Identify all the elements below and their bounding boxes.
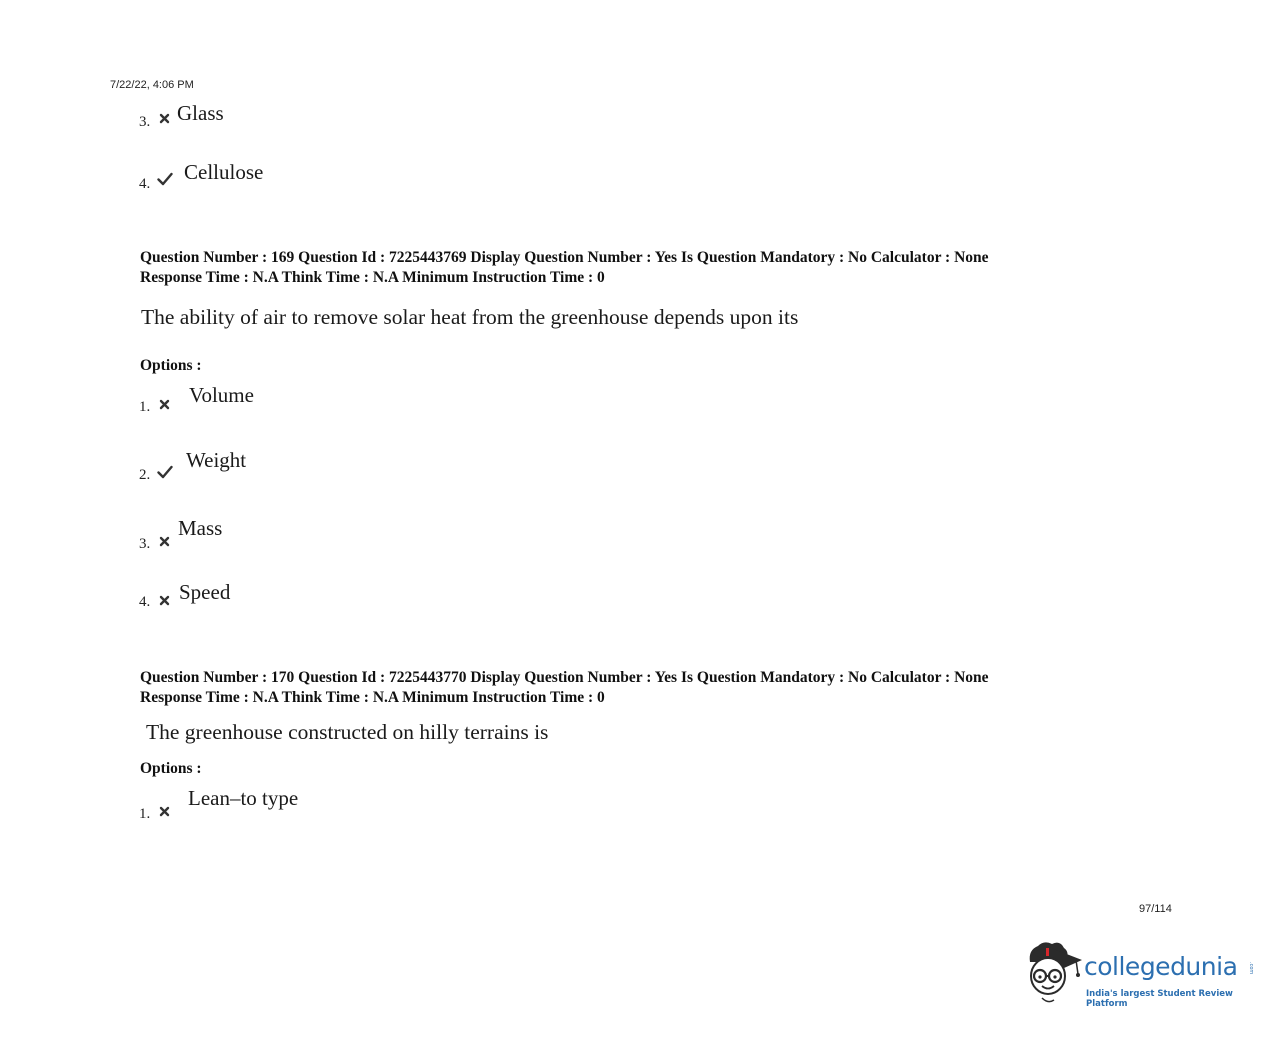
logo-brand-text: collegedunia	[1084, 952, 1238, 981]
option-text: Lean–to type	[188, 786, 299, 810]
student-mascot-icon	[1024, 938, 1082, 1008]
options-label: Options :	[140, 760, 202, 777]
option-text: Weight	[186, 448, 247, 472]
option-row	[139, 175, 150, 193]
question-text: The greenhouse constructed on hilly terrains is	[146, 720, 549, 744]
cross-mark-icon	[159, 113, 173, 127]
option-text: Glass	[177, 101, 224, 125]
cross-mark-icon	[159, 806, 173, 820]
option-text: Cellulose	[184, 160, 264, 184]
page-number: 97/114	[1139, 903, 1172, 915]
option-text: Speed	[179, 580, 231, 604]
option-number: 1.	[139, 399, 151, 415]
check-mark-icon	[157, 172, 171, 186]
option-number: 4.	[139, 176, 151, 192]
logo-tagline: India's largest Student Review Platform	[1086, 989, 1233, 1009]
logo-domain-suffix: .com	[1248, 962, 1254, 975]
option-number: 3.	[139, 536, 151, 552]
question-meta-line-2: Response Time : N.A Think Time : N.A Minimum Instruction Time : 0	[140, 689, 605, 706]
check-mark-icon	[157, 465, 171, 479]
print-timestamp: 7/22/22, 4:06 PM	[110, 79, 194, 91]
question-text: The ability of air to remove solar heat from the greenhouse depends upon its	[141, 305, 799, 329]
question-meta-line-1: Question Number : 170 Question Id : 7225443770 Display Question Number : Yes Is Question Mandatory : No Calculator : None	[140, 669, 989, 686]
option-text: Volume	[189, 383, 254, 407]
question-meta-line-1: Question Number : 169 Question Id : 7225443769 Display Question Number : Yes Is Question Mandatory : No Calculator : None	[140, 249, 989, 266]
question-meta-line-2: Response Time : N.A Think Time : N.A Minimum Instruction Time : 0	[140, 269, 605, 286]
option-number: 3.	[139, 114, 151, 130]
option-number: 1.	[139, 806, 151, 822]
option-number: 2.	[139, 467, 151, 483]
options-label: Options :	[140, 357, 202, 374]
option-number: 4.	[139, 594, 151, 610]
option-text: Mass	[178, 516, 223, 540]
cross-mark-icon	[159, 536, 173, 550]
collegedunia-logo	[1024, 938, 1260, 1008]
option-row	[139, 113, 150, 131]
cross-mark-icon	[159, 595, 173, 609]
cross-mark-icon	[159, 399, 173, 413]
